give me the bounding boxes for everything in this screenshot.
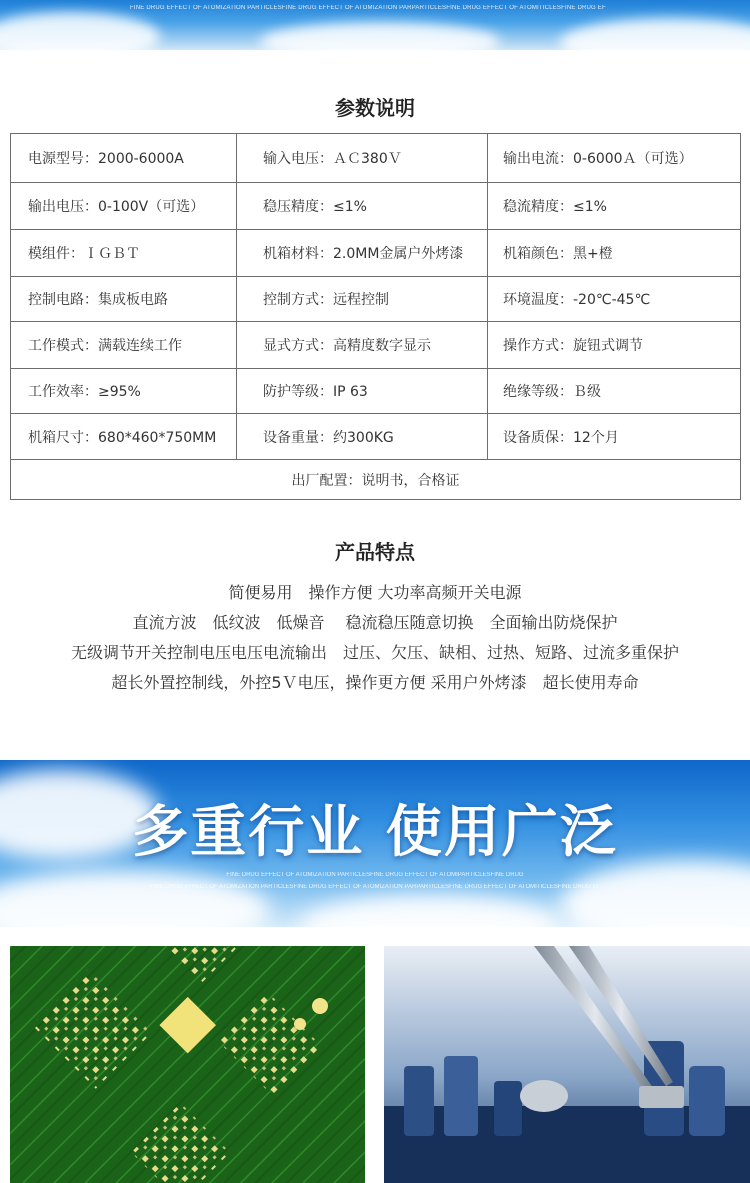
feature-line: 直流方波 低纹波 低燥音 稳流稳压随意切换 全面输出防烧保护 xyxy=(132,613,618,632)
spec-cell: 操作方式：旋钮式调节 xyxy=(488,322,741,369)
pcb-board-image xyxy=(10,946,365,1183)
table-row xyxy=(11,134,741,183)
spec-cell: 机箱尺寸：680*460*750MM xyxy=(11,414,237,460)
table-row xyxy=(11,460,741,500)
tweezers-circuit-image xyxy=(384,946,750,1183)
specs-table xyxy=(10,133,741,500)
table-row xyxy=(11,230,741,277)
spec-cell: 防护等级：IP 63 xyxy=(237,369,488,414)
specs-title: 参数说明 xyxy=(335,96,415,120)
spec-cell: 控制电路：集成板电路 xyxy=(11,277,237,322)
feature-line: 超长外置控制线，外控5Ｖ电压，操作更方便 采用户外烤漆 超长使用寿命 xyxy=(111,673,639,692)
tweezers-illustration xyxy=(384,946,750,1183)
spec-cell: 模组件：ＩＧＢＴ xyxy=(11,230,237,277)
spec-footer-cell: 出厂配置：说明书，合格证 xyxy=(11,460,741,500)
spec-cell: 机箱材料：2.0MM金属户外烤漆 xyxy=(237,230,488,277)
spec-cell: 环境温度：-20℃-45℃ xyxy=(488,277,741,322)
banner-fine-print: FINE DRUG EFFECT OF ATOMIZATION PARTICLESFINE DRUG EFFECT OF ATOMIPARTICLESFINE DRUG xyxy=(226,872,524,878)
feature-line: 简便易用 操作方便 大功率高频开关电源 xyxy=(228,583,522,602)
table-row xyxy=(11,277,741,322)
banner-fine-print: FINE DRUG EFFECT OF ATOMIZATION PARTICLESFINE DRUG EFFECT OF ATOMIZATION PARPARTICLESFINE DRUG EFFECT OF ATOMITICLESFINE DRUG EF xyxy=(149,884,601,890)
spec-cell: 设备质保：12个月 xyxy=(488,414,741,460)
industry-banner xyxy=(0,760,750,927)
features-title: 产品特点 xyxy=(335,540,415,564)
banner-fine-print: FINE DRUG EFFECT OF ATOMIZATION PARTICLESFINE DRUG EFFECT OF ATOMIZATION PARPARTICLESFINE DRUG EFFECT OF ATOMITICLESFINE DRUG EF xyxy=(130,5,606,11)
features-list xyxy=(0,578,750,698)
spec-cell: 输出电压：0-100V（可选） xyxy=(11,183,237,230)
spec-cell: 电源型号：2000-6000A xyxy=(11,134,237,183)
spec-cell: 显式方式：高精度数字显示 xyxy=(237,322,488,369)
spec-cell: 绝缘等级：Ｂ级 xyxy=(488,369,741,414)
spec-cell: 输出电流：0-6000Ａ（可选） xyxy=(488,134,741,183)
table-row xyxy=(11,183,741,230)
spec-cell: 输入电压：ＡＣ380Ｖ xyxy=(237,134,488,183)
spec-cell: 机箱颜色：黑+橙 xyxy=(488,230,741,277)
table-row xyxy=(11,322,741,369)
spec-cell: 稳流精度：≤1% xyxy=(488,183,741,230)
spec-cell: 工作效率：≥95% xyxy=(11,369,237,414)
banner-headline: 多重行业 使用广泛 xyxy=(132,800,618,865)
pcb-illustration xyxy=(10,946,365,1183)
spec-cell: 稳压精度：≤1% xyxy=(237,183,488,230)
table-row xyxy=(11,414,741,460)
spec-cell: 设备重量：约300KG xyxy=(237,414,488,460)
top-sky-banner xyxy=(0,0,750,50)
spec-cell: 控制方式：远程控制 xyxy=(237,277,488,322)
spec-cell: 工作模式：满载连续工作 xyxy=(11,322,237,369)
table-row xyxy=(11,369,741,414)
feature-line: 无级调节开关控制电压电压电流输出 过压、欠压、缺相、过热、短路、过流多重保护 xyxy=(70,643,679,662)
